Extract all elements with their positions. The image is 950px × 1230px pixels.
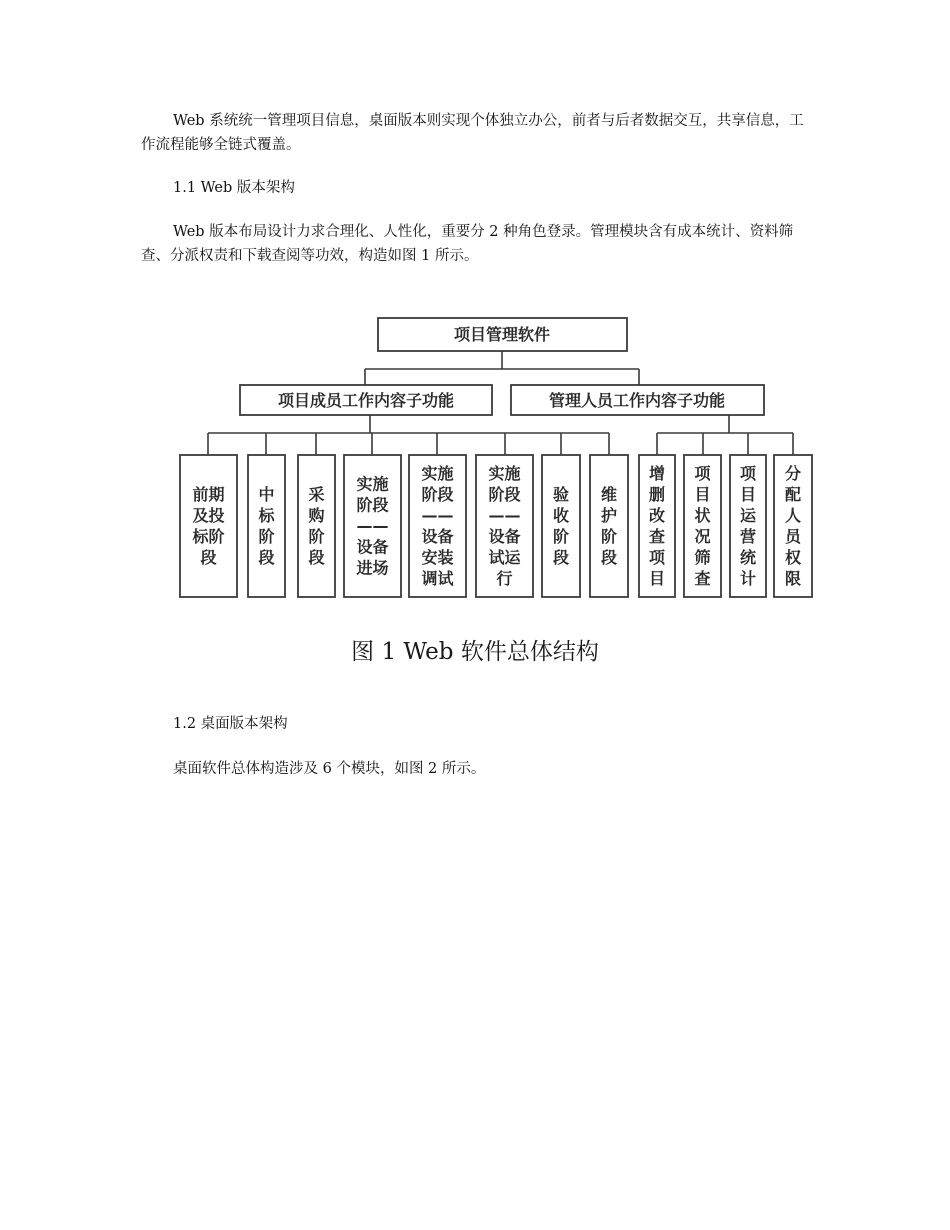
manager-function-node-label-line: 删 — [648, 485, 666, 504]
manager-function-node-label-line: 增 — [648, 464, 666, 483]
manager-function-node-label-line: 目 — [739, 485, 757, 504]
manager-function-node-label-line: 项 — [694, 464, 711, 483]
member-stage-node-box — [542, 455, 580, 597]
member-stage-node-label-line: 实施 — [488, 464, 521, 483]
manager-function-node-label-line: 改 — [648, 506, 666, 525]
member-stage-node-label-line: 阶段 — [488, 485, 521, 504]
desktop-architecture-paragraph: 桌面软件总体构造涉及 6 个模块，如图 2 所示。 — [173, 761, 486, 777]
leaf-nodes — [180, 455, 812, 597]
member-stage-node-label-line: 试运 — [488, 548, 521, 567]
member-stage-node — [344, 455, 401, 597]
manager-function-node-label-line: 配 — [784, 485, 802, 504]
group-member-label: 项目成员工作内容子功能 — [277, 391, 455, 410]
member-stage-node-label-line: —— — [421, 506, 454, 525]
member-stage-node-label-line: 阶 — [308, 527, 325, 546]
web-structure-diagram — [173, 305, 821, 605]
member-stage-node-label-line: 段 — [552, 548, 570, 567]
manager-function-node-label-line: 员 — [784, 527, 802, 546]
section-heading-web: 1.1 Web 版本架构 — [173, 180, 295, 196]
manager-function-node-label-line: 统 — [739, 548, 757, 567]
member-stage-node-label-line: 段 — [258, 548, 275, 567]
member-stage-node-label-line: 设备 — [356, 537, 389, 557]
member-stage-node-label-line: 标 — [258, 506, 275, 525]
member-stage-node-label-line: 前期 — [192, 485, 225, 504]
member-stage-node-label-line: 设备 — [488, 527, 521, 546]
member-stage-node-label-line: 段 — [600, 548, 618, 567]
member-stage-node-label-line: 安装 — [421, 548, 454, 567]
member-stage-node-label-line: 阶段 — [421, 485, 454, 504]
member-stage-node-label-line: 及投 — [192, 506, 225, 525]
manager-function-node-label-line: 况 — [694, 527, 711, 546]
member-stage-node-box — [298, 455, 335, 597]
member-stage-node-label-line: 维 — [600, 485, 618, 504]
member-stage-node-label-line: —— — [488, 506, 521, 525]
member-stage-node-box — [590, 455, 628, 597]
manager-function-node-label-line: 查 — [648, 527, 666, 546]
member-stage-node-label-line: 中 — [258, 485, 275, 504]
manager-function-node-label-line: 限 — [784, 569, 802, 588]
manager-function-node-label-line: 分 — [784, 464, 802, 483]
manager-function-node-label-line: 项 — [739, 464, 757, 483]
member-stage-node-box — [180, 455, 237, 597]
group-node-member — [240, 385, 492, 415]
group-manager-label: 管理人员工作内容子功能 — [548, 391, 726, 410]
member-stage-node-label-line: 段 — [308, 548, 325, 567]
member-stage-node-label-line: 验 — [552, 485, 570, 504]
manager-function-node-label-line: 人 — [784, 506, 802, 525]
member-stage-node — [590, 455, 628, 597]
manager-function-node — [639, 455, 675, 597]
member-stage-node-label-line: 阶 — [552, 527, 570, 546]
member-stage-node — [409, 455, 466, 597]
member-stage-node — [248, 455, 285, 597]
group-node-manager — [511, 385, 764, 415]
root-node — [378, 318, 627, 351]
member-stage-node-label-line: 进场 — [356, 558, 389, 578]
member-stage-node-label-line: 段 — [200, 548, 217, 567]
intro-paragraph: Web 系统统一管理项目信息，桌面版本则实现个体独立办公，前者与后者数据交互，共享信息，工作流程能够全链式覆盖。 — [141, 113, 804, 153]
manager-function-node-label-line: 计 — [739, 569, 757, 588]
member-stage-node-label-line: 行 — [496, 569, 513, 588]
member-stage-node-label-line: 阶段 — [356, 495, 389, 515]
manager-function-node-label-line: 运 — [739, 506, 757, 525]
section-heading-desktop: 1.2 桌面版本架构 — [173, 716, 288, 732]
manager-function-node-label-line: 营 — [739, 527, 757, 546]
member-stage-node-label-line: 实施 — [421, 464, 454, 483]
manager-function-node — [730, 455, 766, 597]
member-stage-node-label-line: 购 — [308, 506, 325, 525]
member-stage-node-label-line: 阶 — [600, 527, 618, 546]
manager-function-node-label-line: 目 — [648, 569, 666, 588]
member-stage-node-label-line: —— — [356, 516, 389, 536]
manager-function-node — [774, 455, 812, 597]
figure-caption: 图 1 Web 软件总体结构 — [351, 639, 599, 665]
manager-function-node-label-line: 权 — [784, 548, 802, 567]
member-stage-node — [542, 455, 580, 597]
member-stage-node-label-line: 阶 — [258, 527, 275, 546]
web-architecture-paragraph: Web 版本布局设计力求合理化、人性化，重要分 2 种角色登录。管理模块含有成本统计、资料筛查、分派权责和下载查阅等功效，构造如图 1 所示。 — [141, 224, 794, 264]
manager-function-node-label-line: 目 — [694, 485, 711, 504]
root-node-label: 项目管理软件 — [453, 325, 551, 344]
member-stage-node-label-line: 采 — [308, 485, 325, 504]
manager-function-node — [684, 455, 721, 597]
member-stage-node-label-line: 收 — [552, 506, 570, 525]
manager-function-node-label-line: 查 — [694, 569, 711, 588]
member-stage-node — [180, 455, 237, 597]
member-stage-node — [476, 455, 533, 597]
structure-diagram-svg — [173, 305, 821, 605]
manager-function-node-label-line: 筛 — [694, 548, 711, 567]
member-stage-node — [298, 455, 335, 597]
member-stage-node-label-line: 护 — [600, 506, 618, 525]
member-stage-node-label-line: 实施 — [356, 474, 389, 494]
member-stage-node-label-line: 标阶 — [192, 527, 225, 546]
member-stage-node-label-line: 设备 — [421, 527, 454, 546]
manager-function-node-label-line: 状 — [694, 506, 711, 525]
member-stage-node-box — [248, 455, 285, 597]
member-stage-node-label-line: 调试 — [421, 569, 454, 588]
manager-function-node-label-line: 项 — [648, 548, 666, 567]
